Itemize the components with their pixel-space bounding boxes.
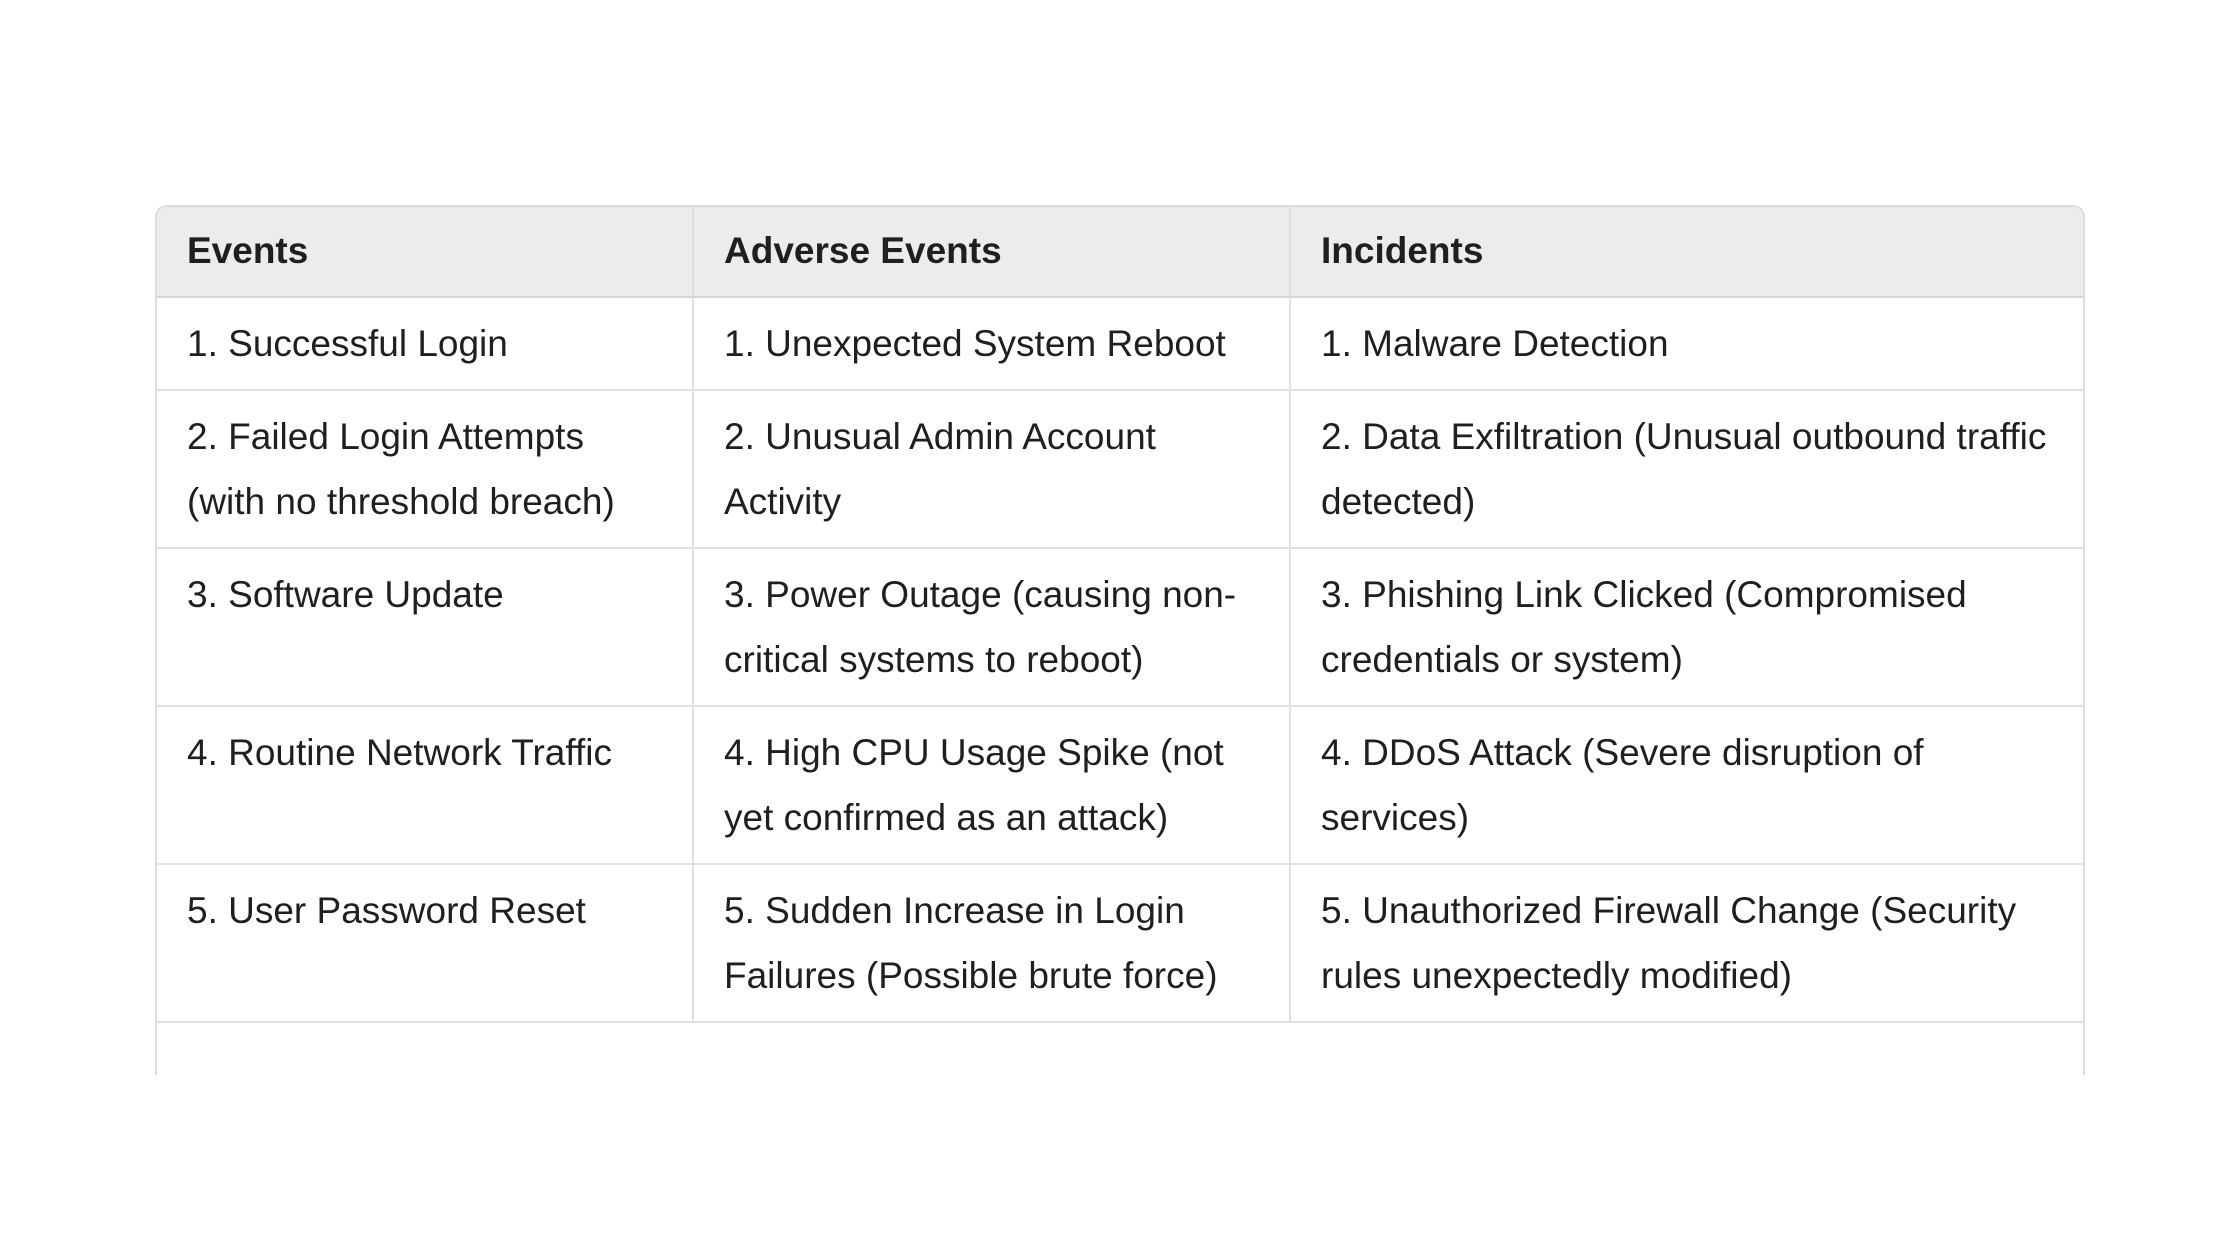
table-body [157,297,2083,1022]
cell-event: 4. Routine Network Traffic [157,706,693,864]
table-row [157,864,2083,1022]
events-comparison-table [157,207,2083,1023]
cell-event: 1. Successful Login [157,297,693,390]
table-header [157,207,2083,297]
events-comparison-table-container [155,205,2085,1075]
header-events: Events [157,207,693,297]
cell-incident: 4. DDoS Attack (Severe disruption of services) [1290,706,2083,864]
header-incidents: Incidents [1290,207,2083,297]
table-row [157,706,2083,864]
cell-adverse-event: 2. Unusual Admin Account Activity [693,390,1290,548]
cell-event: 3. Software Update [157,548,693,706]
table-row [157,297,2083,390]
cell-adverse-event: 3. Power Outage (causing non-critical systems to reboot) [693,548,1290,706]
cell-incident: 1. Malware Detection [1290,297,2083,390]
cell-adverse-event: 5. Sudden Increase in Login Failures (Possible brute force) [693,864,1290,1022]
cell-incident: 3. Phishing Link Clicked (Compromised credentials or system) [1290,548,2083,706]
cell-event: 2. Failed Login Attempts (with no threshold breach) [157,390,693,548]
cell-incident: 5. Unauthorized Firewall Change (Security rules unexpectedly modified) [1290,864,2083,1022]
header-row [157,207,2083,297]
table-row [157,548,2083,706]
header-adverse-events: Adverse Events [693,207,1290,297]
cell-adverse-event: 4. High CPU Usage Spike (not yet confirmed as an attack) [693,706,1290,864]
cell-event: 5. User Password Reset [157,864,693,1022]
table-row [157,390,2083,548]
cell-adverse-event: 1. Unexpected System Reboot [693,297,1290,390]
cell-incident: 2. Data Exfiltration (Unusual outbound traffic detected) [1290,390,2083,548]
